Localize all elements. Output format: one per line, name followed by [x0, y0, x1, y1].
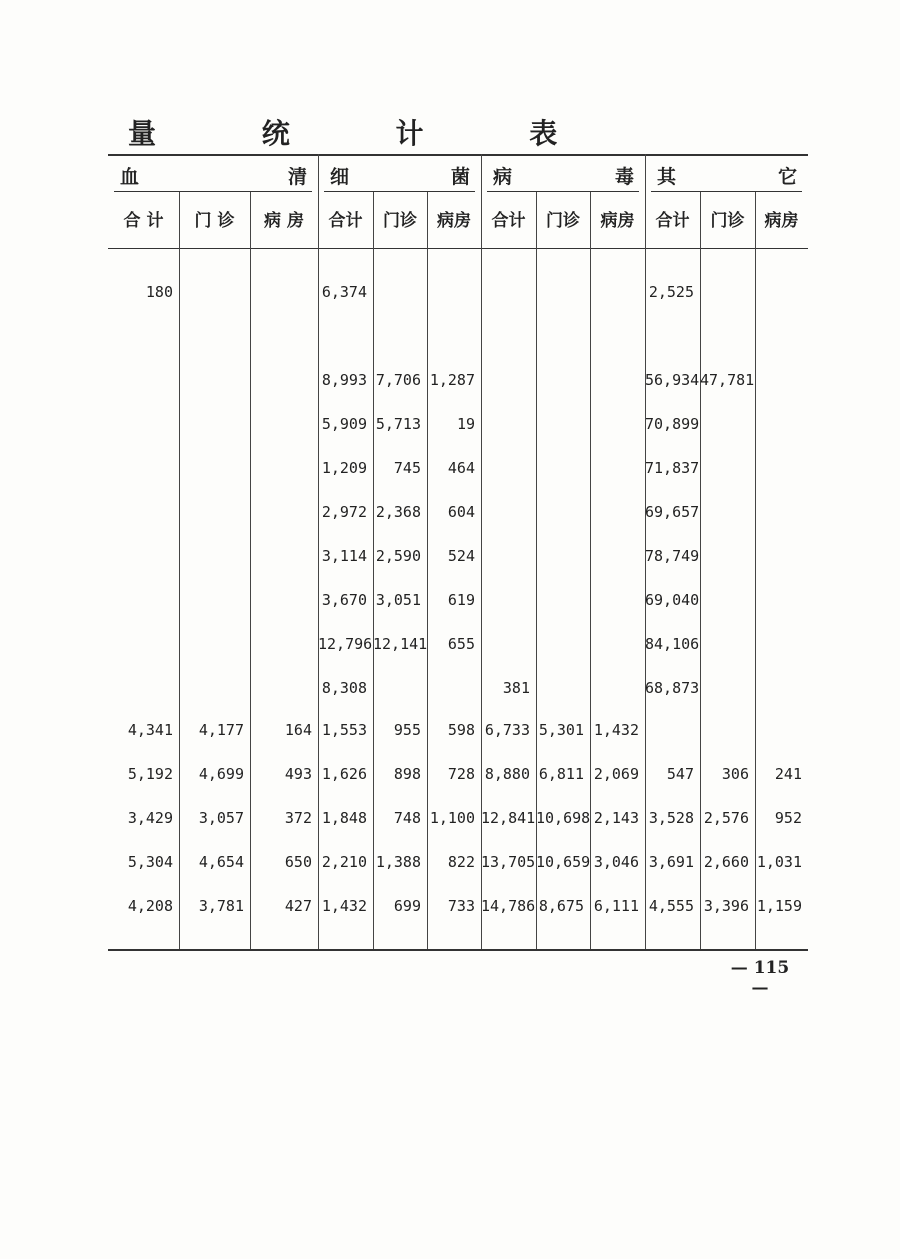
- table-row: [108, 365, 808, 395]
- table-cell: 1,848: [321, 809, 367, 827]
- table-cell: 6,374: [321, 283, 367, 301]
- table-cell: 955: [393, 721, 421, 739]
- table-cell: 427: [284, 897, 312, 915]
- table-cell: 3,670: [321, 591, 367, 609]
- table-cell: 10,698: [536, 809, 591, 827]
- table-cell: 493: [284, 765, 312, 783]
- table-row: [108, 585, 808, 615]
- sub-header: 门诊: [383, 211, 417, 231]
- table-cell: 2,525: [648, 283, 694, 301]
- table-cell: 8,993: [321, 371, 367, 389]
- table-cell: 604: [447, 503, 475, 521]
- table-cell: 1,388: [375, 853, 421, 871]
- sub-header: 门诊: [710, 211, 745, 231]
- table-cell: 699: [393, 897, 421, 915]
- table-cell: 619: [447, 591, 475, 609]
- table-cell: 8,880: [484, 765, 530, 783]
- table-cell: 47,781: [700, 371, 755, 389]
- table-cell: 8,308: [321, 679, 367, 697]
- table-cell: 4,341: [127, 721, 173, 739]
- table-cell: 84,106: [645, 635, 700, 653]
- table-cell: 2,590: [375, 547, 421, 565]
- group-label-left: 细: [330, 166, 350, 188]
- sub-header: 合计: [491, 211, 526, 231]
- sub-header: 门 诊: [194, 211, 235, 231]
- table-cell: 6,111: [593, 897, 639, 915]
- table-cell: 1,159: [756, 897, 802, 915]
- table-row: [108, 497, 808, 527]
- table-cell: 5,301: [538, 721, 584, 739]
- table-cell: 1,432: [321, 897, 367, 915]
- table-cell: 2,972: [321, 503, 367, 521]
- table-cell: 2,069: [593, 765, 639, 783]
- table-cell: 748: [393, 809, 421, 827]
- table-row: [108, 803, 808, 833]
- table-row: [108, 541, 808, 571]
- table-cell: 1,209: [321, 459, 367, 477]
- table-cell: 728: [447, 765, 475, 783]
- table-row: [108, 453, 808, 483]
- table-cell: 3,396: [703, 897, 749, 915]
- table-cell: 3,051: [375, 591, 421, 609]
- table-cell: 7,706: [375, 371, 421, 389]
- table-cell: 2,210: [321, 853, 367, 871]
- table-cell: 13,705: [481, 853, 536, 871]
- table-cell: 2,660: [703, 853, 749, 871]
- table-cell: 524: [447, 547, 475, 565]
- group-underline: [651, 191, 802, 192]
- table-cell: 12,796: [318, 635, 373, 653]
- table-cell: 372: [284, 809, 312, 827]
- table-top-rule: [108, 154, 808, 156]
- table-cell: 952: [774, 809, 802, 827]
- group-label-left: 病: [493, 166, 513, 188]
- table-cell: 381: [502, 679, 530, 697]
- table-cell: 3,057: [198, 809, 244, 827]
- table-bottom-rule: [108, 949, 808, 951]
- table-cell: 2,576: [703, 809, 749, 827]
- table-cell: 733: [447, 897, 475, 915]
- table-cell: 3,046: [593, 853, 639, 871]
- group-underline: [114, 191, 312, 192]
- table-cell: 2,143: [593, 809, 639, 827]
- table-row: [108, 409, 808, 439]
- table-cell: 3,781: [198, 897, 244, 915]
- table-cell: 306: [721, 765, 749, 783]
- table-cell: 3,114: [321, 547, 367, 565]
- group-label-right: 毒: [615, 166, 635, 188]
- sub-header: 病房: [764, 211, 799, 231]
- page-number: — 115 —: [730, 958, 790, 998]
- table-row: [108, 277, 808, 307]
- table-cell: 4,208: [127, 897, 173, 915]
- table-cell: 898: [393, 765, 421, 783]
- table-cell: 464: [447, 459, 475, 477]
- group-label-right: 它: [778, 166, 798, 188]
- table-cell: 5,304: [127, 853, 173, 871]
- sub-header: 门诊: [546, 211, 580, 231]
- table-cell: 12,841: [481, 809, 536, 827]
- table-cell: 4,555: [648, 897, 694, 915]
- group-underline: [487, 191, 639, 192]
- table-cell: 3,691: [648, 853, 694, 871]
- table-cell: 3,528: [648, 809, 694, 827]
- table-cell: 1,031: [756, 853, 802, 871]
- table-cell: 10,659: [536, 853, 591, 871]
- table-cell: 164: [284, 721, 312, 739]
- header-bottom-rule: [108, 248, 808, 249]
- table-cell: 241: [774, 765, 802, 783]
- table-cell: 4,699: [198, 765, 244, 783]
- table-cell: 1,626: [321, 765, 367, 783]
- table-cell: 598: [447, 721, 475, 739]
- table-row: [108, 715, 808, 745]
- table-cell: 1,553: [321, 721, 367, 739]
- sub-header: 合 计: [123, 211, 164, 231]
- group-label-left: 血: [120, 166, 140, 188]
- table-cell: 5,713: [375, 415, 421, 433]
- table-cell: 4,654: [198, 853, 244, 871]
- table-cell: 12,141: [373, 635, 428, 653]
- table-row: [108, 629, 808, 659]
- table-cell: 180: [145, 283, 173, 301]
- table-cell: 19: [456, 415, 475, 433]
- table-cell: 14,786: [481, 897, 536, 915]
- table-cell: 745: [393, 459, 421, 477]
- table-cell: 6,811: [538, 765, 584, 783]
- table-row: [108, 891, 808, 921]
- table-cell: 5,909: [321, 415, 367, 433]
- page-title: 量 统 计 表: [128, 117, 606, 150]
- sub-header: 合计: [328, 211, 363, 231]
- sub-header: 病房: [437, 211, 471, 231]
- sub-header: 病 房: [264, 211, 304, 231]
- table-cell: 1,432: [593, 721, 639, 739]
- table-cell: 1,100: [429, 809, 475, 827]
- group-label-right: 菌: [451, 166, 471, 188]
- table-cell: 547: [666, 765, 694, 783]
- sub-header: 合计: [655, 211, 690, 231]
- table-cell: 650: [284, 853, 312, 871]
- table-cell: 56,934: [645, 371, 700, 389]
- table-cell: 5,192: [127, 765, 173, 783]
- table-cell: 2,368: [375, 503, 421, 521]
- table-cell: 3,429: [127, 809, 173, 827]
- table-cell: 68,873: [645, 679, 700, 697]
- table-cell: 69,657: [645, 503, 700, 521]
- table-row: [108, 759, 808, 789]
- table-cell: 71,837: [645, 459, 700, 477]
- table-cell: 822: [447, 853, 475, 871]
- group-underline: [324, 191, 475, 192]
- table-row: [108, 847, 808, 877]
- table-cell: 78,749: [645, 547, 700, 565]
- group-label-right: 清: [288, 166, 308, 188]
- table-cell: 70,899: [645, 415, 700, 433]
- group-label-left: 其: [657, 166, 677, 188]
- table-cell: 655: [447, 635, 475, 653]
- table-cell: 69,040: [645, 591, 700, 609]
- table-cell: 8,675: [538, 897, 584, 915]
- sub-header: 病房: [600, 211, 635, 231]
- table-cell: 1,287: [429, 371, 475, 389]
- table-cell: 4,177: [198, 721, 244, 739]
- table-row: [108, 673, 808, 703]
- table-cell: 6,733: [484, 721, 530, 739]
